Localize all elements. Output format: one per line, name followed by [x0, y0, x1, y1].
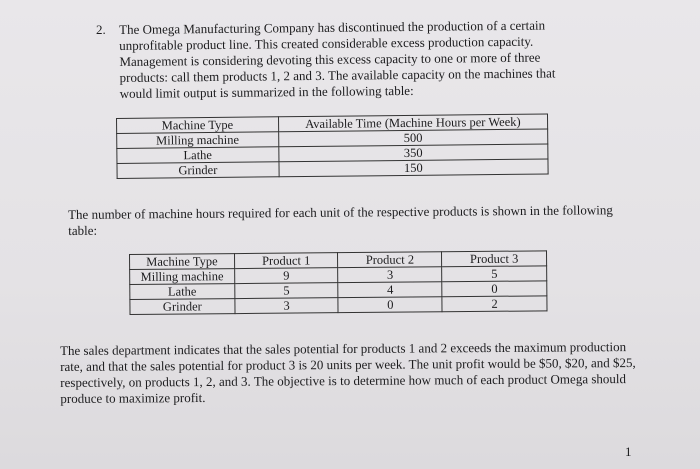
header-product-1: Product 1 — [234, 253, 338, 269]
machine-cell: Lathe — [130, 284, 235, 300]
hours-intro-paragraph: The number of machine hours required for each unit of the respective products is shown in the following table: — [68, 202, 613, 238]
question-number: 2. — [96, 22, 106, 37]
hours-cell: 150 — [279, 159, 548, 177]
hours-cell: 500 — [278, 129, 547, 147]
product-3-cell: 2 — [442, 296, 547, 312]
header-machine-type: Machine Type — [130, 254, 235, 270]
product-2-cell: 3 — [338, 267, 442, 283]
product-2-cell: 4 — [338, 282, 442, 298]
machine-cell: Milling machine — [117, 132, 279, 149]
product-3-cell: 5 — [442, 266, 547, 282]
intro-paragraph: The Omega Manufacturing Company has discontinued the production of a certain unprofitable product line. This created considerable excess production capacity. Management is considering devoting this excess capacity to one or more of three products: call them products 1, 2 and 3. The available capacity on the machines that would limit output is summarized in the following table: — [119, 17, 556, 101]
table-row — [130, 296, 547, 315]
capacity-table — [116, 113, 549, 179]
machine-cell: Milling machine — [130, 269, 235, 285]
conclusion-paragraph: The sales department indicates that the sales potential for products 1 and 2 exceeds the maximum production rate, and that the sales potential for product 3 is 20 units per week. The unit profit would be $50, $20, and $25, respectively, on products 1, 2, and 3. The objective is to determine how much of each product Omega should produce to maximize profit. — [60, 339, 636, 406]
hours-cell: 350 — [278, 144, 547, 162]
machine-cell: Grinder — [130, 299, 235, 315]
product-3-cell: 0 — [442, 281, 547, 297]
product-1-cell: 9 — [234, 268, 338, 284]
header-machine-type: Machine Type — [117, 117, 279, 134]
table-row — [117, 159, 548, 179]
header-product-3: Product 3 — [442, 251, 547, 267]
page-number: 1 — [625, 444, 632, 459]
product-2-cell: 0 — [338, 297, 442, 313]
product-1-cell: 3 — [235, 298, 339, 314]
product-1-cell: 5 — [235, 283, 339, 299]
machine-cell: Lathe — [117, 147, 279, 164]
header-available-time: Available Time (Machine Hours per Week) — [278, 114, 547, 132]
machine-hours-table — [129, 250, 548, 315]
header-product-2: Product 2 — [338, 252, 442, 268]
machine-cell: Grinder — [117, 162, 279, 179]
